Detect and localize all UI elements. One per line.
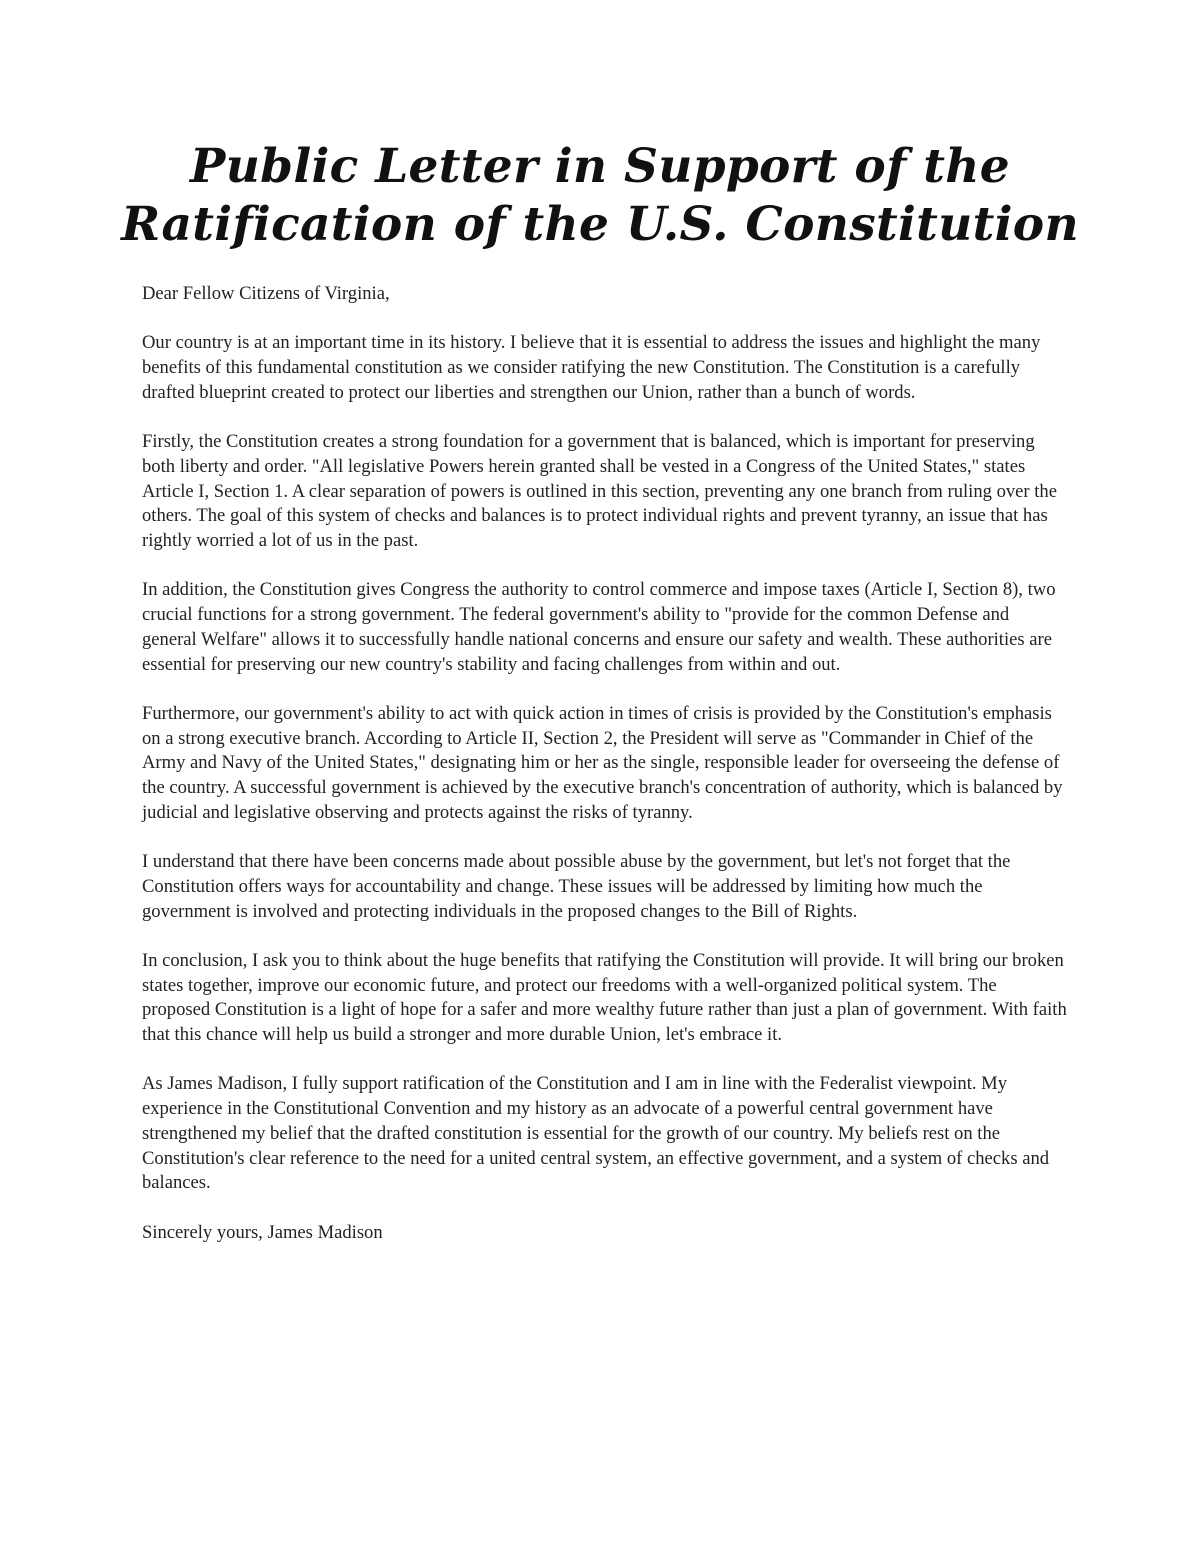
letter-body (142, 282, 1067, 1270)
paragraph: I understand that there have been concerns made about possible abuse by the government, but let's not forget that the Constitution offers ways for accountability and change. These issues will be addressed by limiting how much the government is involved and protecting individuals in the proposed changes to the Bill of Rights. (142, 851, 1011, 922)
paragraph: Firstly, the Constitution creates a strong foundation for a government that is balanced, which is important for preserving both liberty and order. "All legislative Powers herein granted shall be vested in a Congress of the United States," states Article I, Section 1. A clear separation of powers is outlined in this section, preventing any one branch from ruling over the others. The goal of this system of checks and balances is to protect individual rights and prevent tyranny, an issue that has rightly worried a lot of us in the past. (142, 431, 1057, 551)
salutation: Dear Fellow Citizens of Virginia, (142, 283, 390, 304)
paragraph: Our country is at an important time in its history. I believe that it is essential to address the issues and highlight the many benefits of this fundamental constitution as we consider ratifying the new Constitution. The Constitution is a carefully drafted blueprint created to protect our liberties and strengthen our Union, rather than a bunch of words. (142, 332, 1041, 403)
closing-signature: Sincerely yours, James Madison (142, 1221, 383, 1243)
paragraph: As James Madison, I fully support ratification of the Constitution and I am in line with the Federalist viewpoint. My experience in the Constitutional Convention and my history as an advocate of a powerful central government have strengthened my belief that the drafted constitution is essential for the growth of our country. My beliefs rest on the Constitution's clear reference to the need for a united central system, an effective government, and a system of checks and balances. (142, 1073, 1050, 1194)
document-title (100, 138, 1100, 254)
paragraph: In addition, the Constitution gives Congress the authority to control commerce and impose taxes (Article I, Section 8), two crucial functions for a strong government. The federal government's ability to "provide for the common Defense and general Welfare" allows it to successfully handle national concerns and ensure our safety and wealth. These authorities are essential for preserving our new country's stability and facing challenges from within and out. (142, 579, 1056, 675)
paragraph: Furthermore, our government's ability to act with quick action in times of crisis is provided by the Constitution's emphasis on a strong executive branch. According to Article II, Section 2, the President will serve as "Commander in Chief of the Army and Navy of the United States," designating him or her as the single, responsible leader for overseeing the defense of the country. A successful government is achieved by the executive branch's concentration of authority, which is balanced by judicial and legislative observing and protects against the risks of tyranny. (142, 702, 1063, 823)
paragraph: In conclusion, I ask you to think about the huge benefits that ratifying the Constitution will provide. It will bring our broken states together, improve our economic future, and protect our freedoms with a well-organized political system. The proposed Constitution is a light of hope for a safer and more wealthy future rather than just a plan of government. With faith that this chance will help us build a stronger and more durable Union, let's embrace it. (142, 949, 1067, 1045)
title-line-1: Public Letter in Support of the (190, 139, 1010, 194)
title-line-2: Ratification of the U.S. Constitution (121, 197, 1079, 252)
